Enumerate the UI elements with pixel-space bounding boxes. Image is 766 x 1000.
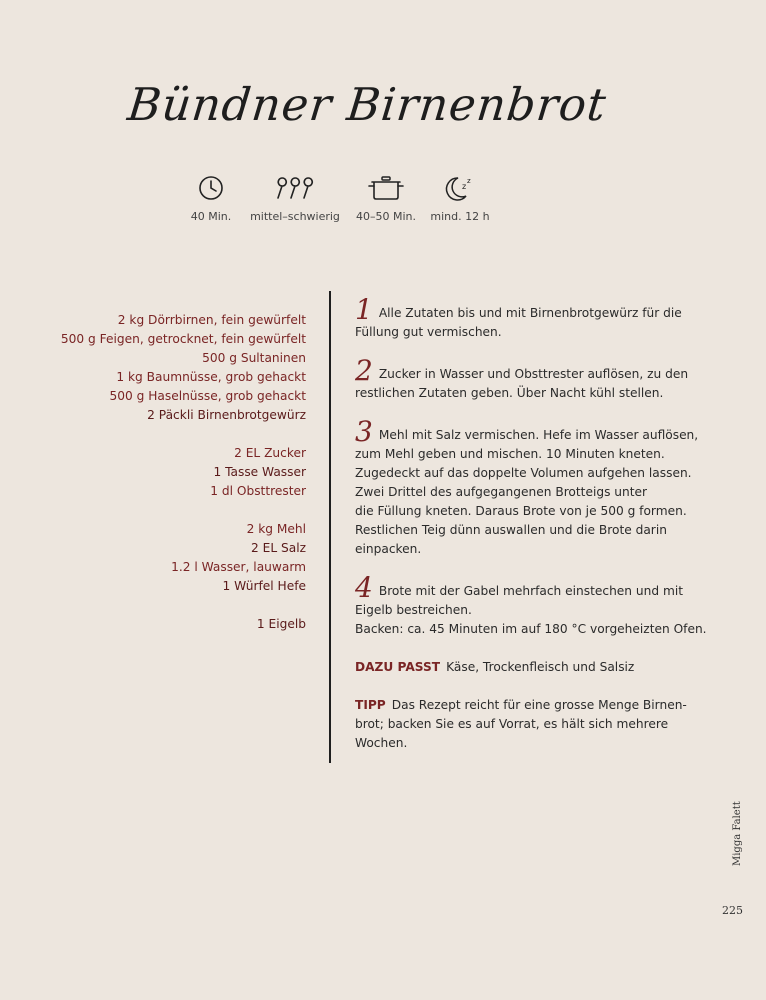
step-text: Brote mit der Gabel mehrfach einstechen und mit — [378, 584, 683, 598]
dazu-passt — [355, 658, 700, 677]
meta-difficulty-label: mittel–schwierig — [250, 210, 340, 223]
step-number: 1 — [355, 293, 373, 326]
ingredient-item: 500 g Haselnüsse, grob gehackt — [109, 389, 306, 403]
clock-icon — [197, 174, 225, 202]
difficulty-icon — [273, 174, 317, 202]
ingredient-item: 1 Würfel Hefe — [222, 579, 306, 593]
ingredient-spacer — [40, 501, 306, 520]
ingredient-item: 2 Päckli Birnenbrotgewürz — [147, 408, 306, 422]
step-text: Restlichen Teig dünn auswallen und die Brote darin — [355, 523, 667, 537]
ingredient-item: 1 Eigelb — [256, 617, 306, 631]
column-divider — [329, 291, 331, 763]
step-text: Alle Zutaten bis und mit Birnenbrotgewürz für die — [378, 306, 682, 320]
ingredient-item: 2 EL Salz — [251, 541, 306, 555]
ingredient-spacer — [40, 425, 306, 444]
meta-rest-time — [405, 174, 515, 223]
ingredient-item: 1.2 l Wasser, lauwarm — [171, 560, 306, 574]
step-text: einpacken. — [355, 542, 422, 556]
page-number: 225 — [722, 904, 743, 917]
svg-text:z: z — [462, 182, 467, 191]
step-text: Zugedeckt auf das doppelte Volumen aufgehen lassen. — [355, 466, 692, 480]
moon-icon — [444, 174, 476, 202]
step-2 — [355, 354, 700, 403]
recipe-meta — [0, 174, 766, 234]
dazu-passt-label: DAZU PASST — [355, 660, 441, 674]
meta-cook-time-label: 40–50 Min. — [355, 210, 416, 223]
ingredient-item: 2 kg Dörrbirnen, fein gewürfelt — [117, 313, 306, 327]
step-text: zum Mehl geben und mischen. 10 Minuten kneten. — [355, 447, 665, 461]
step-text: Eigelb bestreichen. — [355, 603, 472, 617]
ingredient-item: 500 g Feigen, getrocknet, fein gewürfelt — [60, 332, 306, 346]
step-1 — [355, 293, 700, 342]
step-text: restlichen Zutaten geben. Über Nacht kühl stellen. — [355, 386, 664, 400]
step-number: 2 — [355, 354, 373, 387]
step-text: Zucker in Wasser und Obsttrester auflösen, zu den — [378, 367, 689, 381]
ingredient-item: 1 kg Baumnüsse, grob gehackt — [116, 370, 306, 384]
step-text: Füllung gut vermischen. — [355, 325, 502, 339]
ingredient-item: 2 kg Mehl — [246, 522, 306, 536]
step-3 — [355, 415, 700, 559]
ingredient-item: 1 dl Obsttrester — [210, 484, 306, 498]
meta-rest-time-label: mind. 12 h — [430, 210, 490, 223]
step-number: 4 — [355, 571, 373, 604]
dazu-passt-text: Käse, Trockenfleisch und Salsiz — [446, 660, 635, 674]
pot-icon — [366, 174, 406, 202]
ingredient-list — [40, 311, 306, 634]
tipp-text: Wochen. — [355, 736, 408, 750]
tipp-label: TIPP — [355, 698, 386, 712]
tipp — [355, 696, 700, 753]
step-text: Mehl mit Salz vermischen. Hefe im Wasser auflösen, — [378, 428, 699, 442]
step-text: Backen: ca. 45 Minuten im auf 180 °C vorgeheizten Ofen. — [355, 622, 707, 636]
meta-time-label: 40 Min. — [190, 210, 232, 223]
ingredient-item: 1 Tasse Wasser — [213, 465, 306, 479]
brand-label: Migga Falett — [732, 801, 743, 866]
step-number: 3 — [355, 415, 373, 448]
instruction-steps — [355, 293, 707, 772]
tipp-text: brot; backen Sie es auf Vorrat, es hält sich mehrere — [355, 717, 669, 731]
recipe-title: Bündner Birnenbrot — [125, 78, 610, 131]
ingredient-item: 500 g Sultaninen — [202, 351, 306, 365]
step-text: Zwei Drittel des aufgegangenen Brotteigs unter — [355, 485, 648, 499]
svg-text:z: z — [467, 177, 471, 185]
step-text: die Füllung kneten. Daraus Brote von je 500 g formen. — [355, 504, 687, 518]
ingredient-item: 2 EL Zucker — [234, 446, 306, 460]
tipp-text: Das Rezept reicht für eine grosse Menge Birnen- — [391, 698, 687, 712]
step-4 — [355, 571, 707, 639]
ingredient-spacer — [40, 596, 306, 615]
